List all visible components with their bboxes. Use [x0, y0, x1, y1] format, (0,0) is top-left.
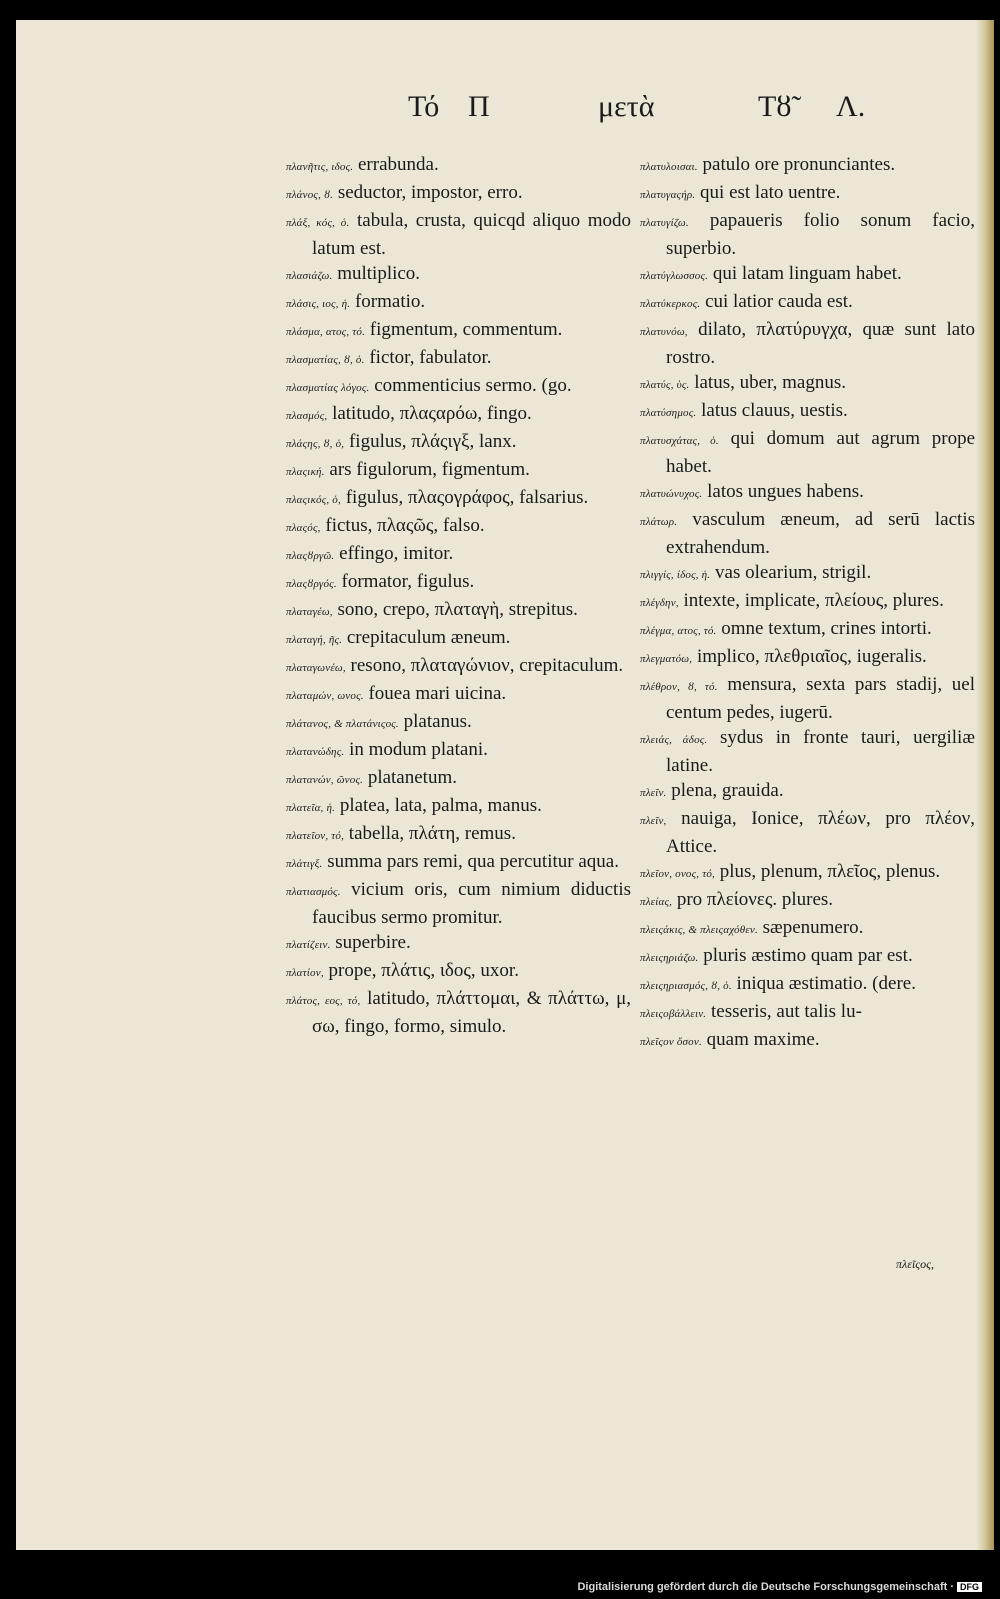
- dictionary-entry: [640, 859, 975, 887]
- latin-gloss: tabula, crusta, quicqd aliquo modo latum est.: [312, 210, 632, 259]
- dictionary-entry: [286, 765, 631, 793]
- latin-gloss: formator, figulus.: [341, 571, 475, 592]
- greek-headword: πλατυνόω,: [640, 326, 688, 338]
- latin-gloss: latus, uber, magnus.: [694, 372, 846, 393]
- greek-headword: πλατίον,: [286, 967, 324, 979]
- header-part-5: Λ.: [836, 90, 866, 123]
- latin-gloss: platea, lata, palma, manus.: [339, 795, 542, 816]
- latin-gloss: resono, πλαταγώνιον, crepitaculum.: [350, 655, 624, 676]
- dictionary-entry: [286, 597, 631, 625]
- dictionary-entry: [640, 317, 975, 370]
- dictionary-entry: [286, 401, 631, 429]
- dictionary-entry: [640, 971, 975, 999]
- latin-gloss: effingo, imitor.: [339, 543, 454, 564]
- catchword: πλεῖςος,: [896, 1257, 935, 1271]
- latin-gloss: vas olearium, strigil.: [715, 562, 872, 583]
- dictionary-entry: [640, 507, 975, 560]
- latin-gloss: intexte, implicate, πλείους, plures.: [683, 590, 944, 611]
- latin-gloss: fouea mari uicina.: [368, 683, 507, 704]
- latin-gloss: omne textum, crines intorti.: [721, 618, 932, 639]
- greek-headword: πλατυώνυχος.: [640, 488, 703, 500]
- dictionary-entry: [286, 345, 631, 373]
- greek-headword: πλειςηριασμός, ȣ, ὁ.: [640, 980, 732, 992]
- latin-gloss: seductor, impostor, erro.: [337, 182, 523, 203]
- greek-headword: πλειςοβάλλειν.: [640, 1008, 707, 1020]
- running-header: [16, 90, 976, 130]
- dictionary-entry: [286, 289, 631, 317]
- greek-headword: πλατεῖον, τό,: [286, 830, 345, 842]
- dictionary-entry: [640, 887, 975, 915]
- latin-gloss: figulus, πλαςογράφος, falsarius.: [345, 487, 589, 508]
- dictionary-entry: [286, 849, 631, 877]
- latin-gloss: iniqua æstimatio. (dere.: [736, 973, 916, 994]
- greek-headword: πλαταγή, ῆς.: [286, 634, 343, 646]
- latin-gloss: commenticius sermo. (go.: [374, 375, 572, 396]
- greek-headword: πλασιάζω.: [286, 270, 333, 282]
- greek-headword: πλάσμα, ατος, τό.: [286, 326, 366, 338]
- latin-gloss: fictor, fabulator.: [369, 347, 492, 368]
- greek-headword: πλεῖον, ονος, τό,: [640, 868, 715, 880]
- latin-gloss: summa pars remi, qua percutitur aqua.: [327, 851, 619, 872]
- greek-headword: πλειςηριάζω.: [640, 952, 699, 964]
- dictionary-entry: [286, 180, 631, 208]
- dictionary-entry: [286, 821, 631, 849]
- header-part-1: Τό: [408, 90, 440, 123]
- dictionary-entry: [640, 479, 975, 507]
- latin-gloss: latus clauus, uestis.: [701, 400, 848, 421]
- header-part-4: Τȣ̃: [758, 90, 792, 123]
- dictionary-entry: [286, 373, 631, 401]
- dictionary-entry: [640, 208, 975, 261]
- latin-gloss: sydus in fronte tauri, uergiliæ latine.: [666, 727, 976, 776]
- dictionary-entry: [286, 930, 631, 958]
- dictionary-entry: [286, 261, 631, 289]
- latin-gloss: multiplico.: [337, 263, 421, 284]
- dictionary-entry: [286, 737, 631, 765]
- latin-gloss: qui est lato uentre.: [700, 182, 841, 203]
- latin-gloss: quam maxime.: [706, 1029, 820, 1050]
- dictionary-entry: [286, 429, 631, 457]
- dictionary-entry: [286, 317, 631, 345]
- greek-headword: πλειάς, άδος.: [640, 734, 708, 746]
- greek-headword: πλεῖν.: [640, 787, 667, 799]
- dictionary-entry: [640, 725, 975, 778]
- latin-gloss: figulus, πλάςιγξ, lanx.: [348, 431, 517, 452]
- greek-headword: πλατύσημος.: [640, 407, 697, 419]
- latin-gloss: figmentum, commentum.: [369, 319, 563, 340]
- greek-headword: πλαςική.: [286, 466, 325, 478]
- dictionary-entry: [640, 644, 975, 672]
- latin-gloss: sono, crepo, πλαταγὴ, strepitus.: [337, 599, 578, 620]
- greek-headword: πλεῖςον ὅσον.: [640, 1036, 702, 1048]
- greek-headword: πλείας,: [640, 896, 673, 908]
- dictionary-entry: [640, 588, 975, 616]
- greek-headword: πλάνος, ȣ.: [286, 189, 334, 201]
- dictionary-entry: [640, 560, 975, 588]
- greek-headword: πλαταγωνέω,: [286, 662, 346, 674]
- latin-gloss: cui latior cauda est.: [705, 291, 853, 312]
- greek-headword: πλέθρον, ȣ, τό.: [640, 681, 718, 693]
- dictionary-entry: [640, 261, 975, 289]
- greek-headword: πλαςȣργός.: [286, 578, 337, 590]
- greek-headword: πλαταγέω,: [286, 606, 333, 618]
- greek-headword: πλαταμών, ωνος.: [286, 690, 364, 702]
- greek-headword: πλαςικός, ὁ,: [286, 494, 341, 506]
- dictionary-entry: [640, 999, 975, 1027]
- greek-headword: πλατυγαςήρ.: [640, 189, 696, 201]
- greek-headword: πλατύκερκος.: [640, 298, 701, 310]
- dictionary-entry: [640, 1027, 975, 1055]
- latin-gloss: qui latam linguam habet.: [712, 263, 902, 284]
- latin-gloss: crepitaculum æneum.: [346, 627, 511, 648]
- dictionary-entry: [286, 958, 631, 986]
- dictionary-entry: [640, 370, 975, 398]
- greek-headword: πλάξ, κός, ὁ.: [286, 217, 350, 229]
- footer: [577, 1581, 982, 1593]
- greek-headword: πλασματίας λόγος.: [286, 382, 370, 394]
- latin-gloss: formatio.: [354, 291, 426, 312]
- latin-gloss: latitudo, πλαςαρόω, fingo.: [332, 403, 532, 424]
- header-part-3: μετὰ: [598, 90, 655, 123]
- greek-headword: πλασματίας, ȣ, ὁ.: [286, 354, 365, 366]
- dictionary-entry: [286, 485, 631, 513]
- greek-headword: πλέγδην,: [640, 597, 679, 609]
- dictionary-entry: [286, 513, 631, 541]
- latin-gloss: fictus, πλαςῶς, falso.: [325, 515, 485, 536]
- latin-gloss: nauiga, Ionice, πλέων, pro πλέον, Attice.: [666, 808, 976, 857]
- dictionary-entry: [640, 152, 975, 180]
- greek-headword: πλατύγλωσσος.: [640, 270, 709, 282]
- dictionary-entry: [286, 569, 631, 597]
- latin-gloss: vicium oris, cum nimium diductis faucibus sermo promitur.: [312, 879, 632, 928]
- dictionary-entry: [640, 180, 975, 208]
- left-column: [286, 152, 631, 1039]
- page-spine: [976, 20, 994, 1550]
- latin-gloss: implico, πλεθριαῖος, iugeralis.: [696, 646, 927, 667]
- latin-gloss: tabella, πλάτη, remus.: [348, 823, 516, 844]
- right-column: [640, 152, 975, 1055]
- greek-headword: πλαςός,: [286, 522, 321, 534]
- dictionary-entry: [286, 681, 631, 709]
- greek-headword: πλατίζειν.: [286, 939, 331, 951]
- greek-headword: πλατανών, ῶνος.: [286, 774, 364, 786]
- dictionary-entry: [286, 653, 631, 681]
- footer-text: Digitalisierung gefördert durch die Deutsche Forschungsgemeinschaft ·: [577, 1581, 954, 1593]
- book-page: [16, 20, 994, 1550]
- dictionary-entry: [286, 625, 631, 653]
- greek-headword: πλάτανος, & πλατάνιςος.: [286, 718, 399, 730]
- greek-headword: πλατύς, ὺς.: [640, 379, 690, 391]
- greek-headword: πλαςȣργῶ.: [286, 550, 335, 562]
- greek-headword: πλάτος, εος, τό,: [286, 995, 361, 1007]
- dictionary-entry: [286, 877, 631, 930]
- latin-gloss: pro πλείονες. plures.: [676, 889, 834, 910]
- latin-gloss: dilato, πλατύρυγχα, quæ sunt lato rostro.: [666, 319, 976, 368]
- greek-headword: πλάτιγξ.: [286, 858, 323, 870]
- latin-gloss: prope, πλάτις, ιδος, uxor.: [328, 960, 519, 981]
- dictionary-entry: [640, 915, 975, 943]
- greek-headword: πλειςάκις, & πλειςαχόθεν.: [640, 924, 758, 936]
- greek-headword: πλιγγίς, ίδος, ἡ.: [640, 569, 711, 581]
- greek-headword: πλατυσχάτας, ὁ.: [640, 435, 719, 447]
- latin-gloss: plena, grauida.: [671, 780, 784, 801]
- latin-gloss: errabunda.: [357, 154, 439, 175]
- dictionary-entry: [286, 709, 631, 737]
- latin-gloss: patulo ore pronunciantes.: [702, 154, 896, 175]
- dictionary-entry: [640, 943, 975, 971]
- latin-gloss: mensura, sexta pars stadij, uel centum pedes, iugerū.: [666, 674, 976, 723]
- greek-headword: πλανῆτις, ιδος.: [286, 161, 354, 173]
- latin-gloss: platanetum.: [367, 767, 457, 788]
- dfg-logo: DFG: [957, 1582, 982, 1592]
- greek-headword: πλατιασμός.: [286, 886, 341, 898]
- greek-headword: πλεγματόω,: [640, 653, 693, 665]
- dictionary-entry: [640, 398, 975, 426]
- latin-gloss: papaueris folio sonum facio, superbio.: [666, 210, 975, 259]
- dictionary-entry: [640, 672, 975, 725]
- dictionary-entry: [640, 616, 975, 644]
- dictionary-entry: [286, 152, 631, 180]
- greek-headword: πλεῖν,: [640, 815, 667, 827]
- greek-headword: πλατυγίζω.: [640, 217, 689, 229]
- latin-gloss: latos ungues habens.: [707, 481, 864, 502]
- latin-gloss: plus, plenum, πλεῖος, plenus.: [719, 861, 941, 882]
- latin-gloss: ars figulorum, figmentum.: [329, 459, 530, 480]
- greek-headword: πλατυλοισαι.: [640, 161, 698, 173]
- latin-gloss: vasculum æneum, ad serū lactis extrahendum.: [666, 509, 976, 558]
- latin-gloss: latitudo, πλάττομαι, & πλάττω, μ, σω, fingo, formo, simulo.: [312, 988, 632, 1037]
- latin-gloss: superbire.: [335, 932, 411, 953]
- latin-gloss: sæpenumero.: [762, 917, 864, 938]
- greek-headword: πλατεῖα, ἡ.: [286, 802, 336, 814]
- dictionary-entry: [640, 426, 975, 479]
- latin-gloss: pluris æstimo quam par est.: [703, 945, 913, 966]
- latin-gloss: tesseris, aut talis lu-: [710, 1001, 862, 1022]
- greek-headword: πλάσις, ιος, ἡ.: [286, 298, 351, 310]
- dictionary-entry: [286, 541, 631, 569]
- header-part-2: Π: [468, 90, 490, 123]
- greek-headword: πλάτωρ.: [640, 516, 678, 528]
- dictionary-entry: [640, 778, 975, 806]
- greek-headword: πλατανώδης.: [286, 746, 345, 758]
- latin-gloss: in modum platani.: [349, 739, 488, 760]
- dictionary-entry: [640, 806, 975, 859]
- greek-headword: πλέγμα, ατος, τό.: [640, 625, 717, 637]
- dictionary-entry: [286, 793, 631, 821]
- dictionary-entry: [286, 457, 631, 485]
- dictionary-entry: [640, 289, 975, 317]
- latin-gloss: platanus.: [403, 711, 472, 732]
- dictionary-entry: [286, 986, 631, 1039]
- greek-headword: πλάςης, ȣ, ὁ,: [286, 438, 345, 450]
- latin-gloss: qui domum aut agrum prope habet.: [666, 428, 975, 477]
- dictionary-entry: [286, 208, 631, 261]
- greek-headword: πλασμός,: [286, 410, 328, 422]
